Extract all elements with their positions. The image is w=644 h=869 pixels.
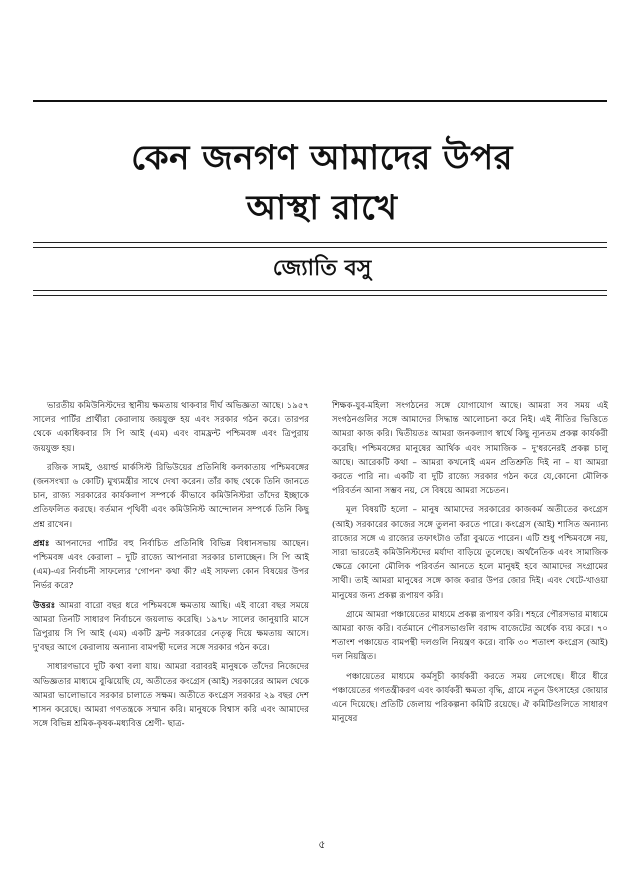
top-rule (33, 100, 607, 102)
article-title-line-1: কেন জনগণ আমাদের উপর (131, 138, 513, 178)
intro-paragraph: ভারতীয় কমিউনিস্টদের স্থানীয় ক্ষমতায় থাকবার দীর্ঘ অভিজ্ঞতা আছে। ১৯৫৭ সালের পার্টির প্রার্থীরা কেরালায় জয়যুক্ত হয় এবং সরকার গঠন করে। তারপর থেকে একাধিকবার সি পি আই (এম) এবং বামফ্রন্ট পশ্চিমবঙ্গ এবং ত্রিপুরায় জয়যুক্ত হয়। (33, 401, 309, 454)
author-bottom-rule (33, 290, 607, 291)
answer-label: উত্তরঃ (33, 600, 56, 611)
question-paragraph (33, 537, 309, 594)
paragraph: গ্রামে আমরা পঞ্চায়েতের মাধ্যমে প্রকল্প রূপায়ণ করি। শহরে পৌরসভার মাধ্যমে আমরা কাজ করি। বর্তমানে পৌরসভাগুলি বরাদ্দ বাজেটের অর্ধেক ব্যয় করে। ৭০ শতাংশ পঞ্চায়েত বামপন্থী দলগুলি নিয়ন্ত্রণ করে। বাকি ৩০ শতাংশ কংগ্রেস (আই) দল নিয়ন্ত্রিত। (332, 609, 608, 663)
article-title-line-2: আস্থা রাখে (246, 188, 398, 228)
paragraph: শিক্ষক-যুব-মহিলা সংগঠনের সঙ্গে যোগাযোগ আছে। আমরা সব সময় এই সংগঠনগুলির সঙ্গে আমাদের সিদ্ধান্ত আলোচনা করে নিই। এই নীতির ভিত্তিতে আমরা কাজ করি। দ্বিতীয়তঃ আমরা জনকল্যাণ স্বার্থে কিছু ন্যূনতম প্রকল্প কার্যকরী করেছি। পশ্চিমবঙ্গের মানুষের আর্থিক এবং সামাজিক – দু'ধরনেরই প্রকল্প চালু আছে। আরেকটি কথা – আমরা কখনোই এমন প্রতিশ্রুতি দিই না – যা আমরা করতে পারি না। একটি বা দুটি রাজ্যে সরকার গঠন করে যে,কোনো মৌলিক পরিবর্তন আনা সম্ভব নয়, সে বিষয়ে আমরা সচেতন। (332, 401, 608, 497)
paragraph: পঞ্চায়েতের মাধ্যমে কর্মসূচী কার্যকরী করতে সময় লেগেছে। ধীরে ধীরে পঞ্চায়েতের গণতন্ত্রীকরণ এবং কার্যকরী ক্ষমতা বৃদ্ধি, গ্রামে নতুন উৎসাহের জোয়ার এনে দিয়েছে। প্রতিটি জেলায় পরিকল্পনা কমিটি রয়েছে। ঐ কমিটিগুলিতে সাধারণ মানুষের (332, 671, 608, 725)
page-number: ৫ (318, 838, 326, 851)
question-text: আপনাদের পার্টির বহু নির্বাচিত প্রতিনিধি বিভিন্ন বিধানসভায় আছেন। পশ্চিমবঙ্গ এবং কেরালা – দুটি রাজ্যে আপনারা সরকার চালাচ্ছেন। সি পি আই (এম)-এর নির্বাচনী সাফল্যের 'গোপন' কথা কী? এই সাফল্য কোন বিষয়ের উপর নির্ভর করে? (33, 538, 310, 592)
answer-text: আমরা বারো বছর ধরে পশ্চিমবঙ্গে ক্ষমতায় আছি। এই বারো বছর সময়ে আমরা তিনটি সাধারণ নির্বাচনে জয়লাভ করেছি। ১৯৭৮ সালের জানুয়ারি মাসে ত্রিপুরায় সি পি আই (এম) একটি ফ্রন্ট সরকারের নেতৃত্ব দিয়ে ক্ষমতায় আসে। দু'বছর আগে কেরালায় অন্যান্য বামপন্থী দলের সঙ্গে সরকার গঠন করে। (33, 600, 310, 654)
question-label: প্রশ্নঃ (33, 538, 50, 549)
right-column (332, 399, 608, 731)
paragraph: মূল বিষয়টি হলো – মানুষ আমাদের সরকারের কাজকর্ম অতীতের কংগ্রেস (আই) সরকারের কাজের সঙ্গে তুলনা করতে পারে। কংগ্রেস (আই) শাসিত অন্যান্য রাজ্যের সঙ্গে এ রাজ্যের তফাৎটাও তাঁরা বুঝতে পারেন। এটি শুধু পশ্চিমবঙ্গে নয়, সারা ভারতেই কমিউনিস্টদের মর্যাদা বাড়িয়ে তুলেছে। অর্থনৈতিক এবং সামাজিক ক্ষেত্রে কোনো মৌলিক পরিবর্তন আনতে হলে মানুষই হবে আমাদের সংগ্রামের সাথী। তাই আমরা মানুষের সঙ্গে কাজ করার উপর জোর দিই। এবং খেটে-খাওয়া মানুষের জন্য প্রকল্প রূপায়ণ করি। (332, 505, 608, 601)
paragraph: রজিক সামই, ওয়ার্ল্ড মার্কসিস্ট রিভিউয়ের প্রতিনিধি কলকাতায় পশ্চিমবঙ্গের (জনসংখ্যা ৬ কোটি) মুখ্যমন্ত্রীর সাথে দেখা করেন। তাঁর কাছ থেকে তিনি জানতে চান, রাজ্য সরকারের কার্যকলাপ সম্পর্কে কীভাবে কমিউনিস্টরা তাঁদের ইচ্ছাকে প্রতিফলিত করছে। বর্তমান পৃথিবী এবং কমিউনিস্ট আন্দোলন সম্পর্কে তিনি কিছু প্রশ্ন রাখেন। (33, 462, 309, 530)
answer-paragraph (33, 599, 309, 656)
author-top-rule (33, 247, 607, 248)
left-column (33, 399, 309, 736)
title-bottom-rule (33, 242, 607, 243)
paragraph: সাধারণভাবে দুটি কথা বলা যায়। আমরা বরাবরই মানুষকে তাঁদের নিজেদের অভিজ্ঞতার মাধ্যমে বুঝিয়েছি যে, অতীতের কংগ্রেস (আই) সরকারের আমল থেকে আমরা ভালোভাবে সরকার চালাতে সক্ষম। অতীতে কংগ্রেস সরকার ২৯ বছর দেশ শাসন করেছে। আমরা গণতন্ত্রকে সম্মান করি। মানুষকে বিশ্বাস করি এবং আমাদের সঙ্গে বিভিন্ন শ্রমিক-কৃষক-মধ্যবিত্ত শ্রেণী- ছাত্র- (33, 662, 309, 730)
author-bottom-rule-2 (33, 295, 607, 296)
article-author: জ্যোতি বসু (272, 256, 372, 281)
